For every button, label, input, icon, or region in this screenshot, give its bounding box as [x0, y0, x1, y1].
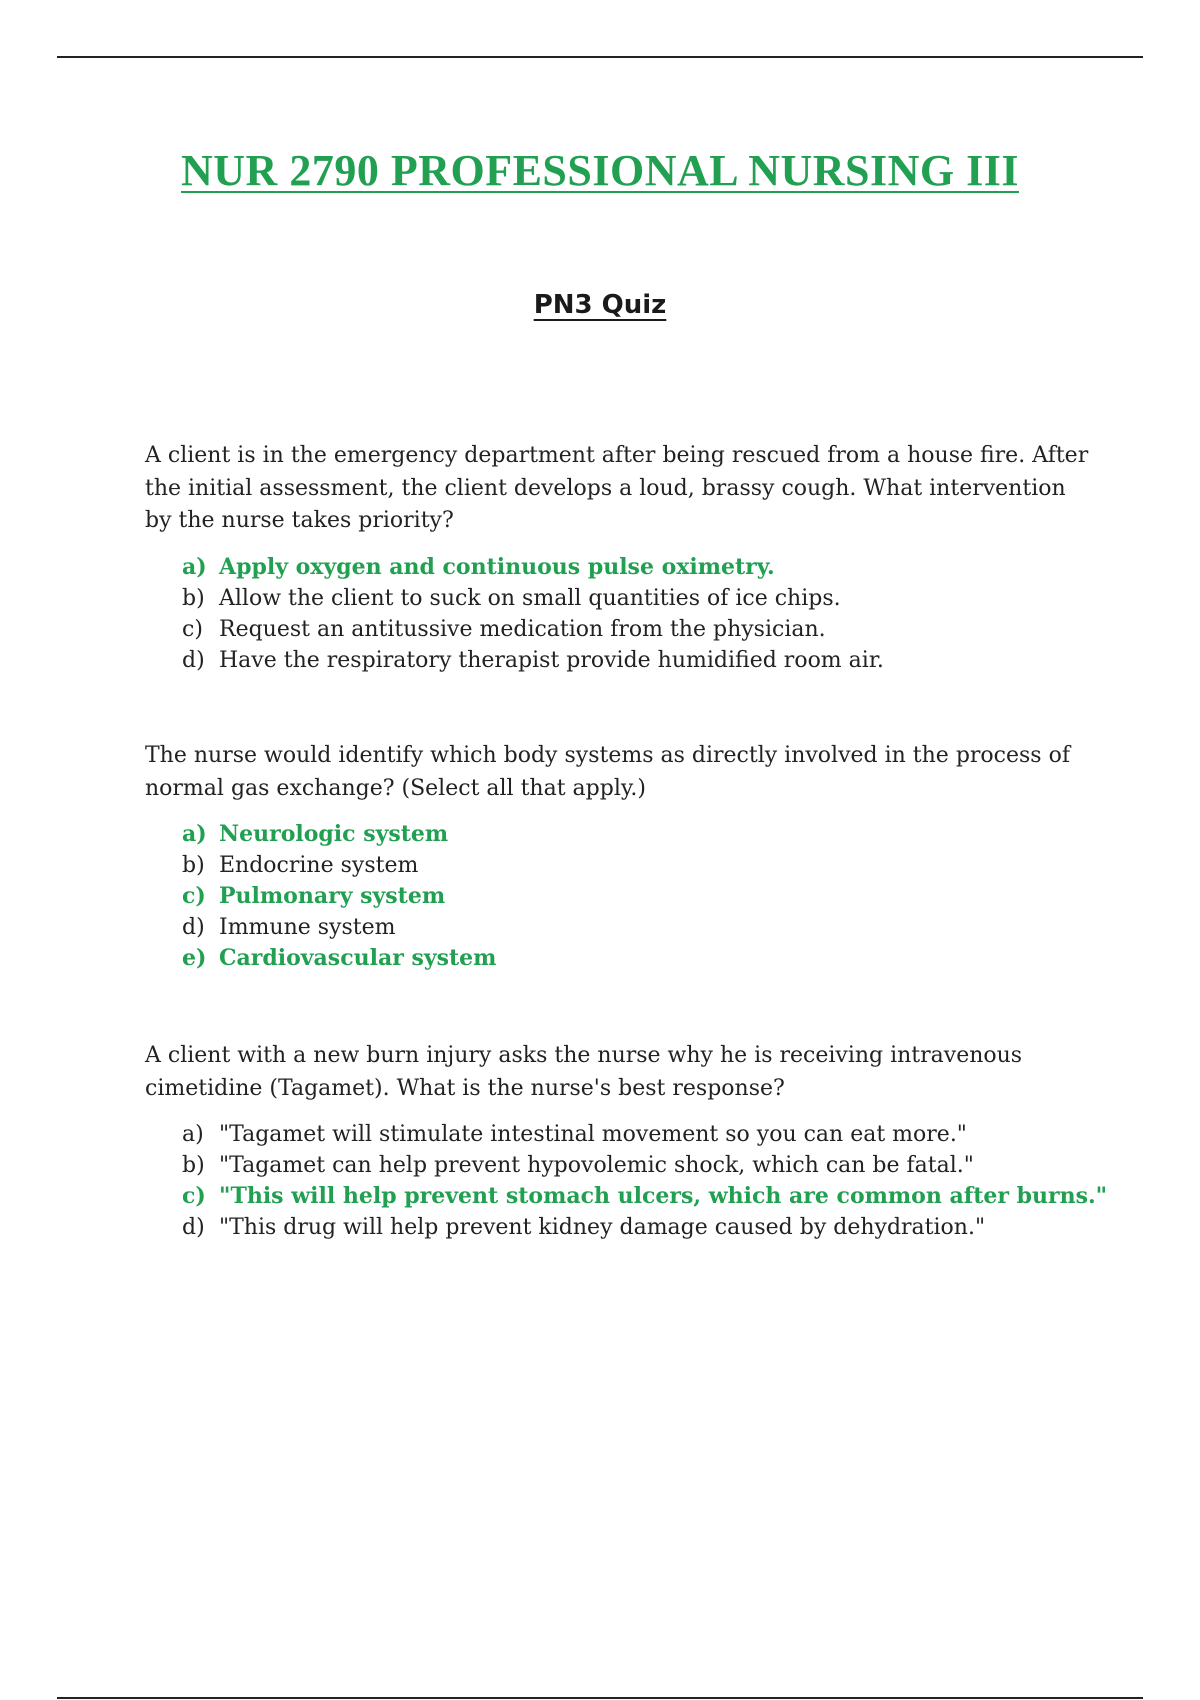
option-text: Endocrine system — [219, 853, 419, 878]
answer-option — [182, 850, 1090, 881]
option-text: Have the respiratory therapist provide humidified room air. — [219, 647, 884, 673]
answer-options — [145, 552, 1090, 676]
answer-option — [182, 1181, 1108, 1212]
answer-option — [182, 1119, 1090, 1150]
answer-option — [182, 614, 1090, 645]
option-text: Apply oxygen and continuous pulse oximetry. — [219, 553, 775, 580]
question-stem: A client is in the emergency department after being rescued from a house fire. After the initial assessment, the client develops a loud, brassy cough. What intervention by the nurse takes priority? — [145, 443, 1089, 533]
option-text: Allow the client to suck on small quantities of ice chips. — [219, 585, 841, 611]
option-text: Request an antitussive medication from the physician. — [219, 616, 826, 642]
option-letter: d) — [182, 647, 205, 673]
question-2 — [145, 740, 1090, 974]
answer-option — [182, 552, 1090, 583]
option-letter: b) — [182, 1153, 205, 1178]
option-letter: d) — [182, 915, 205, 940]
option-letter: e) — [182, 945, 207, 971]
bottom-rule — [57, 1697, 1143, 1699]
option-text: "This drug will help prevent kidney damage caused by dehydration." — [219, 1215, 986, 1240]
option-letter: b) — [182, 585, 205, 611]
question-3 — [145, 1040, 1108, 1243]
option-letter: d) — [182, 1215, 205, 1240]
option-letter: c) — [182, 616, 203, 642]
option-text: Neurologic system — [219, 821, 449, 847]
option-text: Immune system — [219, 915, 396, 940]
option-letter: a) — [182, 553, 207, 580]
answer-option — [182, 583, 1090, 614]
answer-option — [182, 1212, 1090, 1243]
document-subtitle-block — [0, 290, 1200, 320]
answer-option — [182, 912, 1090, 943]
option-text: Pulmonary system — [219, 883, 446, 909]
answer-option — [182, 819, 1090, 850]
answer-option — [182, 881, 1090, 912]
document-title: NUR 2790 PROFESSIONAL NURSING III — [181, 146, 1019, 195]
question-stem: A client with a new burn injury asks the nurse why he is receiving intravenous cimetidine (Tagamet). What is the nurse's best response? — [145, 1043, 1023, 1101]
option-text: "Tagamet will stimulate intestinal movement so you can eat more." — [219, 1122, 967, 1147]
option-letter: c) — [182, 883, 206, 909]
answer-option — [182, 645, 1090, 676]
option-text: "Tagamet can help prevent hypovolemic shock, which can be fatal." — [219, 1153, 974, 1178]
document-title-block — [0, 145, 1200, 196]
option-text: "This will help prevent stomach ulcers, which are common after burns." — [219, 1183, 1108, 1209]
top-rule — [57, 56, 1143, 58]
question-stem: The nurse would identify which body systems as directly involved in the process of normal gas exchange? (Select all that apply.) — [145, 743, 1070, 801]
option-letter: a) — [182, 821, 207, 847]
document-subtitle: PN3 Quiz — [533, 290, 667, 320]
answer-option — [182, 943, 1090, 974]
option-text: Cardiovascular system — [219, 945, 497, 971]
option-letter: c) — [182, 1183, 206, 1209]
question-1 — [145, 440, 1090, 676]
answer-options — [145, 1119, 1108, 1243]
answer-options — [145, 819, 1090, 974]
option-letter: a) — [182, 1122, 204, 1147]
option-letter: b) — [182, 853, 205, 878]
answer-option — [182, 1150, 1090, 1181]
